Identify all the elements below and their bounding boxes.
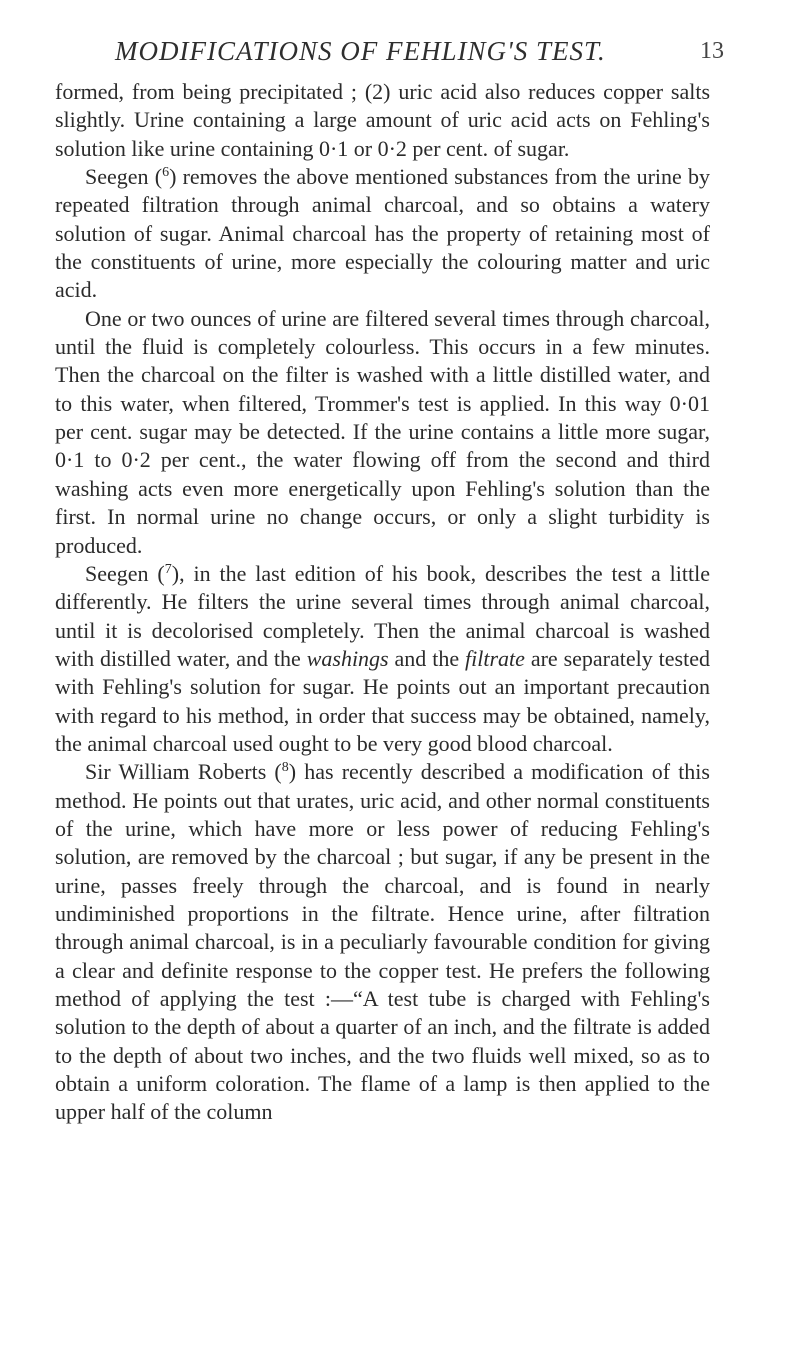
text-run: One or two ounces of urine are filtered several times through charcoal, until the fluid is completely colourless. This occurs in a few minutes. Then the charcoal on the filter is washed with a little distilled water, and to this water, when filtered, Trommer's test is applied. In this way 0·01 per cent. sugar may be detected. If the urine contains a little more sugar, 0·1 to 0·2 per cent., the water flowing off from the second and third washing acts even more energetically upon Fehling's solution than the first. In normal urine no change occurs, or only a slight turbidity is produced. [55,305,710,558]
emphasized-text: washings [306,645,389,671]
text-run: Seegen ( [85,164,163,190]
page-number: 13 [700,38,724,64]
text-run: Sir William Roberts ( [85,759,282,785]
paragraph [55,560,710,758]
page-title: MODIFICATIONS OF FEHLING'S TEST. [115,36,606,66]
text-run: Seegen ( [85,560,165,586]
text-run: ) has recently described a modification of this method. He points out that urates, uric acid, and other normal constituents of the urine, which have more or less power of reducing Fehling's solution, are removed by the charcoal ; but sugar, if any be present in the urine, passes freely through the charcoal, and is found in nearly undiminished proportions in the filtrate. Hence urine, after filtration through animal charcoal, is in a peculiarly favourable condition for giving a clear and definite response to the copper test. He prefers the following method of applying the test :—“A test tube is charged with Fehling's solution to the depth of about a quarter of an inch, and the filtrate is added to the depth of about two inches, and the two fluids well mixed, so as to obtain a uniform coloration. The flame of a lamp is then applied to the upper half of the column [55,759,710,1125]
footnote-reference: 7 [164,561,172,577]
text-run: are separately tested with Fehling's solution for sugar. He points out an important precaution with regard to his method, in order that success may be obtained, namely, the animal charcoal used ought to be very good blood charcoal. [55,645,710,756]
paragraph [55,78,710,163]
footnote-reference: 6 [162,165,170,181]
text-run: ) removes the above mentioned substances from the urine by repeated filtration through animal charcoal, and so obtains a watery solution of sugar. Animal charcoal has the property of retaining most of the constituents of urine, more especially the colouring matter and uric acid. [55,164,710,303]
text-run: ), in the last edition of his book, describes the test a little differently. He filters the urine several times through animal charcoal, until it is decolorised completely. Then the animal charcoal is washed with distilled water, and the [55,560,710,671]
footnote-reference: 8 [281,760,289,776]
body-text [55,78,710,1127]
paragraph [55,163,710,305]
text-run: formed, from being precipitated ; (2) uric acid also reduces copper salts slightly. Urine containing a large amount of uric acid acts on Fehling's solution like urine containing 0·1 or 0·2 per cent. of sugar. [55,79,710,161]
text-run: and the [388,645,466,671]
paragraph [55,305,710,560]
running-head [55,0,724,78]
emphasized-text: filtrate [465,645,525,671]
paragraph [55,758,710,1126]
